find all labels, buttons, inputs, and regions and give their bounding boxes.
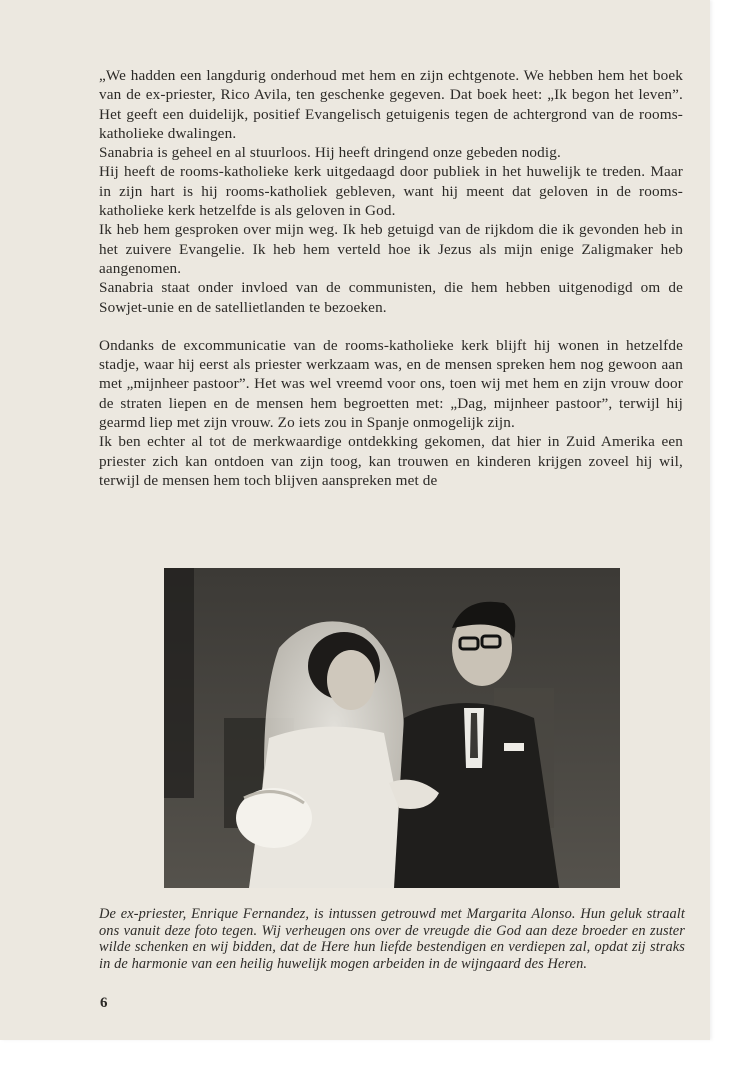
paragraph-3: Hij heeft de rooms-katholieke kerk uitgedaagd door publiek in het huwelijk te treden. Maar in zijn hart is hij rooms-katholiek gebleven, want hij meent dat geloven in de rooms-katholieke kerk hetzelfde is als geloven in God. bbox=[99, 163, 683, 220]
wedding-photo bbox=[164, 568, 620, 888]
paragraph-5: Sanabria staat onder invloed van de communisten, die hem hebben uitgenodigd om de Sowjet-unie en de satellietlanden te bezoeken. bbox=[99, 279, 683, 316]
paragraph-7: Ik ben echter al tot de merkwaardige ontdekking gekomen, dat hier in Zuid Amerika een priester zich kan ontdoen van zijn toog, kan trouwen en kinderen krijgen zoveel hij wil, terwijl de mensen hem toch blijven aanspreken met de bbox=[99, 433, 683, 489]
paragraph-4: Ik heb hem gesproken over mijn weg. Ik heb getuigd van de rijkdom die ik gevonden heb in het zuivere Evangelie. Ik heb hem verteld hoe ik Jezus als mijn enige Zaligmaker heb aangenomen. bbox=[99, 221, 683, 277]
body-text bbox=[99, 66, 683, 490]
paragraph-6: Ondanks de excommunicatie van de rooms-katholieke kerk blijft hij wonen in hetzelfde stadje, waar hij eerst als priester werkzaam was, en de mensen spreken hem nog gewoon aan met „mijnheer pastoor”. Het was wel vreemd voor ons, toen wij met hem en zijn vrouw door de straten liepen en de mensen hem begroetten met: „Dag, mijnheer pastoor”, terwijl hij gearmd liep met zijn vrouw. Zo iets zou in Spanje onmogelijk zijn. bbox=[99, 336, 683, 432]
paragraph-2: Sanabria is geheel en al stuurloos. Hij heeft dringend onze gebeden nodig. bbox=[99, 144, 561, 162]
wedding-photo-illustration bbox=[164, 568, 620, 888]
photo-caption: De ex-priester, Enrique Fernandez, is intussen getrouwd met Margarita Alonso. Hun geluk straalt ons vanuit deze foto tegen. Wij verheugen ons over de vreugde die God aan deze broeder en zuster wilde schenken en wij bidden, dat de Here hun liefde bestendigen en verdiepen zal, opdat zij straks in de harmonie van een heilig huwelijk mogen arbeiden in de wijngaard des Heren. bbox=[99, 906, 685, 972]
page-number: 6 bbox=[100, 995, 108, 1011]
paragraph-1: „We hadden een langdurig onderhoud met hem en zijn echtgenote. We hebben hem het boek van de ex-priester, Rico Avila, ten geschenke gegeven. Dat boek heet: „Ik begon het leven”. Het geeft een duidelijk, positief Evangelisch getuigenis tegen de achtergrond van de rooms-katholieke dwalingen. bbox=[99, 67, 683, 142]
